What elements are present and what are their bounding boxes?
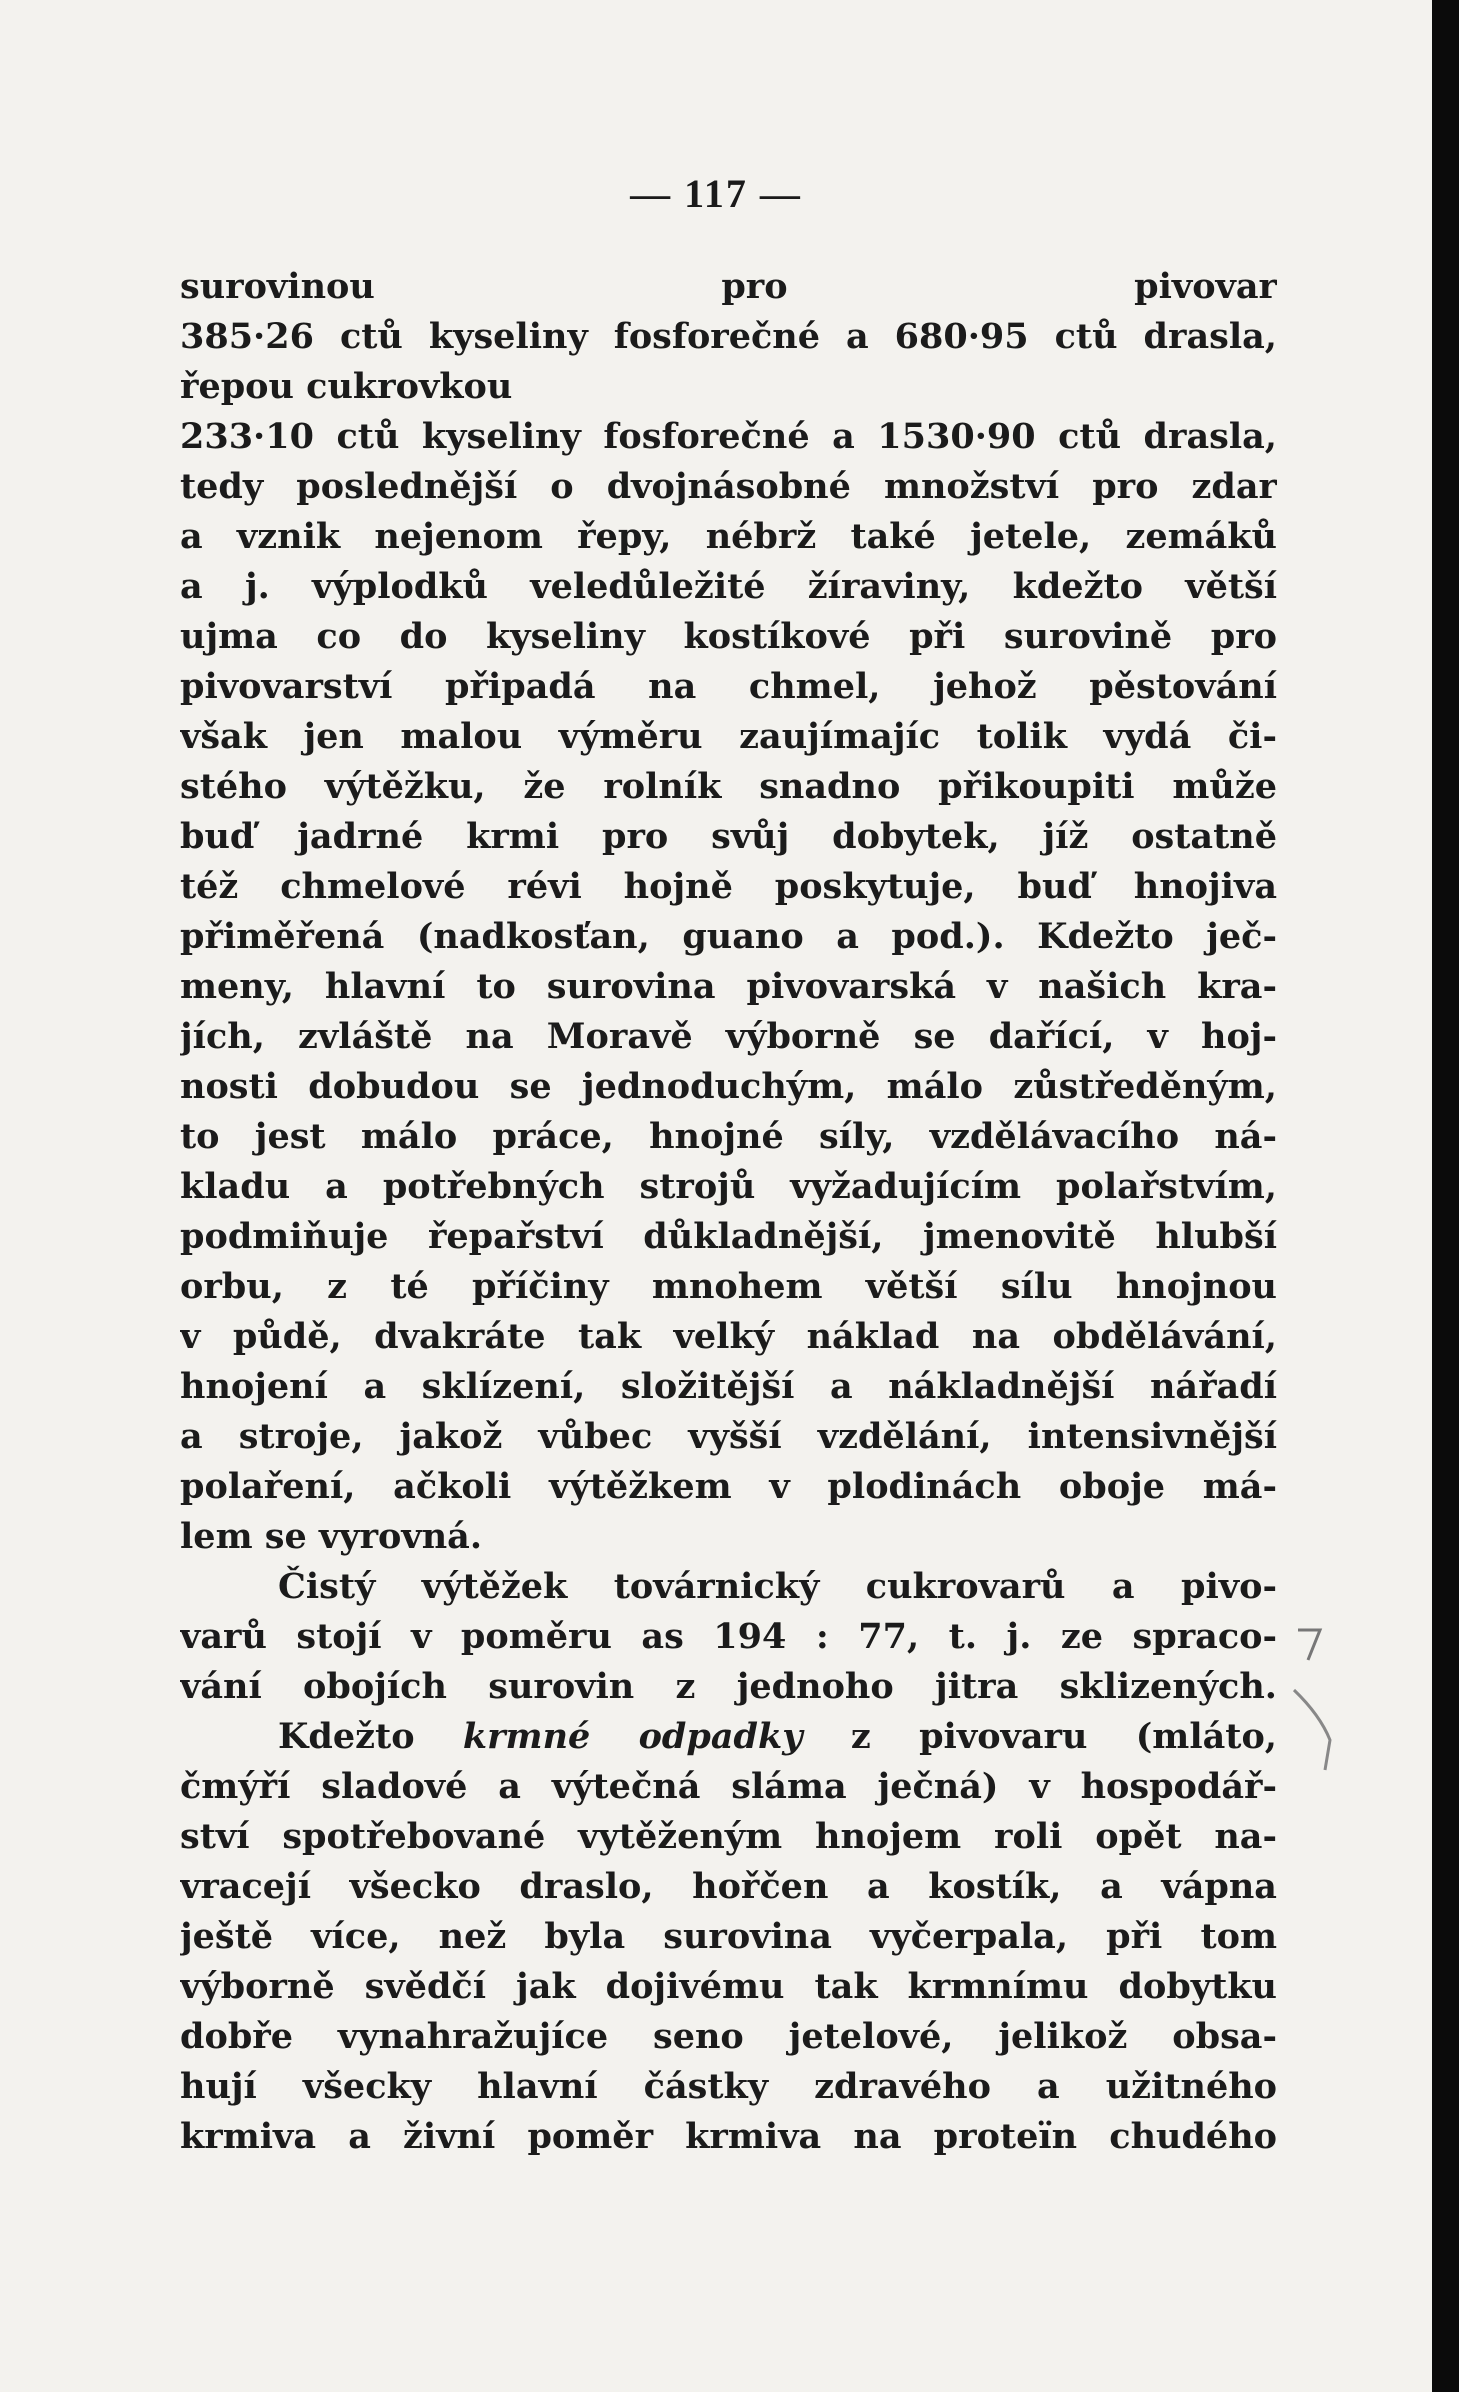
- text-line: pivovarství připadá na chmel, jehož pěstování: [180, 666, 1277, 707]
- text-line: orbu, z té příčiny mnohem větší sílu hnojnou: [180, 1266, 1277, 1307]
- italic-phrase: krmné odpadky: [462, 1716, 803, 1757]
- text-line: meny, hlavní to surovina pivovarská v našich kra-: [180, 966, 1277, 1007]
- text-line: surovinou pro pivovar: [180, 266, 1277, 307]
- text-line: však jen malou výměru zaujímajíc tolik vydá či-: [180, 716, 1277, 757]
- text-fragment: z pivovaru (mláto,: [850, 1716, 1277, 1757]
- text-line: též chmelové révi hojně poskytuje, buď hnojiva: [180, 866, 1277, 907]
- text-line: buď jadrné krmi pro svůj dobytek, jíž ostatně: [180, 816, 1277, 857]
- text-line: 233·10 ctů kyseliny fosforečné a 1530·90 ctů drasla,: [180, 416, 1277, 457]
- text-line: a stroje, jakož vůbec vyšší vzdělání, intensivnější: [180, 1416, 1277, 1457]
- text-line: polaření, ačkoli výtěžkem v plodinách oboje má-: [180, 1466, 1277, 1507]
- text-line: stého výtěžku, že rolník snadno přikoupiti může: [180, 766, 1277, 807]
- text-line: jích, zvláště na Moravě výborně se dařící, v hoj-: [180, 1016, 1277, 1057]
- text-line: čmýří sladové a výtečná sláma ječná) v hospodář-: [180, 1766, 1277, 1807]
- text-line: ství spotřebované vytěženým hnojem roli opět na-: [180, 1816, 1277, 1857]
- text-line: to jest málo práce, hnojné síly, vzdělávacího ná-: [180, 1116, 1277, 1157]
- text-line: kladu a potřebných strojů vyžadujícím polařstvím,: [180, 1166, 1277, 1207]
- text-line: a vznik nejenom řepy, nébrž také jetele, zemáků: [180, 516, 1277, 557]
- text-line: v půdě, dvakráte tak velký náklad na obdělávání,: [180, 1316, 1277, 1357]
- text-line: ujma co do kyseliny kostíkové při surovině pro: [180, 616, 1277, 657]
- text-line: ještě více, než byla surovina vyčerpala, při tom: [180, 1916, 1277, 1957]
- text-line: podmiňuje řepařství důkladnější, jmenovitě hlubší: [180, 1216, 1277, 1257]
- scan-edge: [1432, 0, 1459, 2392]
- text-line: tedy poslednější o dvojnásobné množství pro zdar: [180, 466, 1277, 507]
- text-line: krmiva a živní poměr krmiva na proteïn chudého: [180, 2116, 1277, 2157]
- text-line: Čistý výtěžek továrnický cukrovarů a pivo-: [278, 1566, 1277, 1607]
- text-line: vání obojích surovin z jednoho jitra sklizených.: [180, 1666, 1277, 1707]
- text-line: hnojení a sklízení, složitější a nákladnější nářadí: [180, 1366, 1277, 1407]
- text-line: hují všecky hlavní částky zdravého a užitného: [180, 2066, 1277, 2107]
- text-line: dobře vynahražujíce seno jetelové, jelikož obsa-: [180, 2016, 1277, 2057]
- text-line: varů stojí v poměru as 194 : 77, t. j. ze spraco-: [180, 1616, 1277, 1657]
- body-text: [180, 262, 1277, 2162]
- margin-pencil-mark: [1290, 1620, 1350, 1780]
- text-line-mixed: [180, 1712, 1277, 1762]
- text-line: lem se vyrovná.: [180, 1516, 483, 1557]
- text-line: vracejí všecko draslo, hořčen a kostík, a vápna: [180, 1866, 1277, 1907]
- text-line: nosti dobudou se jednoduchým, málo zůstředěným,: [180, 1066, 1277, 1107]
- text-line: 385·26 ctů kyseliny fosforečné a 680·95 ctů drasla,: [180, 316, 1277, 357]
- page-number: — 117 —: [630, 171, 802, 216]
- text-line: výborně svědčí jak dojivému tak krmnímu dobytku: [180, 1966, 1277, 2007]
- text-line: řepou cukrovkou: [180, 366, 513, 407]
- text-line: a j. výplodků veledůležité žíraviny, kdežto větší: [180, 566, 1277, 607]
- text-line: přiměřená (nadkosťan, guano a pod.). Kdežto ječ-: [180, 916, 1277, 957]
- text-fragment: Kdežto: [278, 1716, 415, 1757]
